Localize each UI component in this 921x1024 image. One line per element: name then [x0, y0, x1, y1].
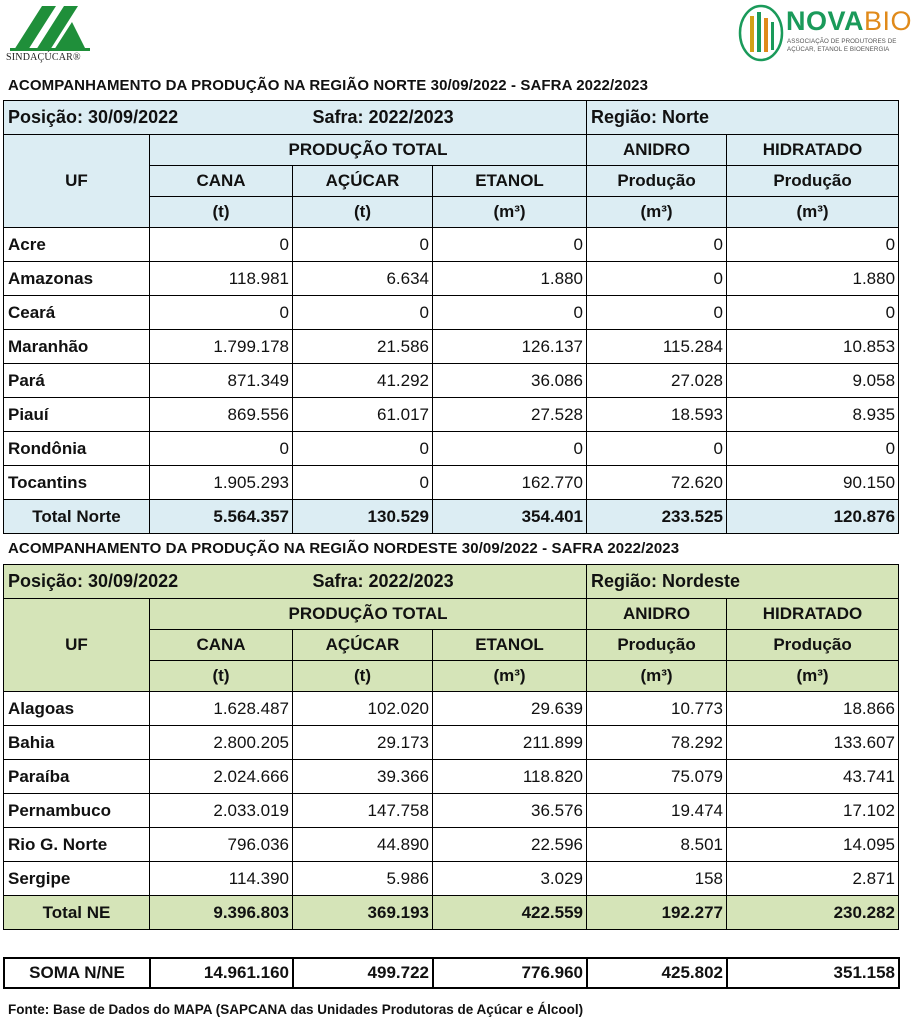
value-cell: 3.029 — [433, 862, 587, 896]
value-cell: 0 — [587, 296, 727, 330]
northeast-section-title: ACOMPANHAMENTO DA PRODUÇÃO NA REGIÃO NORDESTE 30/09/2022 - SAFRA 2022/2023 — [8, 540, 680, 557]
northeast-hidratado-unit: (m³) — [727, 661, 899, 692]
value-cell: 0 — [587, 262, 727, 296]
table-row — [4, 828, 899, 862]
north-anidro-unit: (m³) — [587, 197, 727, 228]
novabio-wordmark: NOVABIO — [786, 6, 913, 36]
value-cell: 133.607 — [727, 726, 899, 760]
value-cell: 869.556 — [150, 398, 293, 432]
northeast-anidro-producao-header: Produção — [587, 630, 727, 661]
northeast-rows — [4, 692, 899, 896]
table-row — [4, 262, 899, 296]
value-cell: 118.981 — [150, 262, 293, 296]
north-cana-header: CANA — [150, 166, 293, 197]
uf-name-cell: Piauí — [4, 398, 150, 432]
value-cell: 0 — [587, 228, 727, 262]
table-row — [4, 726, 899, 760]
value-cell: 1.905.293 — [150, 466, 293, 500]
value-cell: 0 — [587, 432, 727, 466]
value-cell: 8.501 — [587, 828, 727, 862]
north-etanol-header: ETANOL — [433, 166, 587, 197]
value-cell: 18.593 — [587, 398, 727, 432]
value-cell: 2.024.666 — [150, 760, 293, 794]
value-cell: 0 — [293, 432, 433, 466]
value-cell: 41.292 — [293, 364, 433, 398]
uf-name-cell: Rio G. Norte — [4, 828, 150, 862]
northeast-cana-header: CANA — [150, 630, 293, 661]
north-production-table — [3, 100, 899, 534]
table-row — [4, 862, 899, 896]
soma-row: SOMA N/NE 14.961.160 499.722 776.960 425.802 351.158 — [4, 958, 899, 988]
north-region: Região: Norte — [587, 101, 899, 135]
value-cell: 2.033.019 — [150, 794, 293, 828]
value-cell: 796.036 — [150, 828, 293, 862]
value-cell: 39.366 — [293, 760, 433, 794]
northeast-anidro-header: ANIDRO — [587, 599, 727, 630]
northeast-region: Região: Nordeste — [587, 565, 899, 599]
value-cell: 1.880 — [433, 262, 587, 296]
north-anidro-header: ANIDRO — [587, 135, 727, 166]
table-row — [4, 760, 899, 794]
north-cana-unit: (t) — [150, 197, 293, 228]
north-acucar-unit: (t) — [293, 197, 433, 228]
northeast-acucar-unit: (t) — [293, 661, 433, 692]
value-cell: 5.986 — [293, 862, 433, 896]
north-hidratado-header: HIDRATADO — [727, 135, 899, 166]
value-cell: 1.799.178 — [150, 330, 293, 364]
north-hidratado-unit: (m³) — [727, 197, 899, 228]
uf-name-cell: Paraíba — [4, 760, 150, 794]
table-row — [4, 692, 899, 726]
uf-name-cell: Sergipe — [4, 862, 150, 896]
north-rows — [4, 228, 899, 500]
value-cell: 75.079 — [587, 760, 727, 794]
uf-name-cell: Pará — [4, 364, 150, 398]
uf-name-cell: Maranhão — [4, 330, 150, 364]
value-cell: 22.596 — [433, 828, 587, 862]
table-row — [4, 794, 899, 828]
value-cell: 36.576 — [433, 794, 587, 828]
value-cell: 162.770 — [433, 466, 587, 500]
value-cell: 147.758 — [293, 794, 433, 828]
value-cell: 17.102 — [727, 794, 899, 828]
value-cell: 1.628.487 — [150, 692, 293, 726]
uf-name-cell: Amazonas — [4, 262, 150, 296]
value-cell: 0 — [150, 296, 293, 330]
north-uf-header: UF — [4, 135, 150, 228]
value-cell: 0 — [433, 296, 587, 330]
value-cell: 211.899 — [433, 726, 587, 760]
table-row — [4, 466, 899, 500]
value-cell: 0 — [727, 296, 899, 330]
value-cell: 61.017 — [293, 398, 433, 432]
uf-name-cell: Tocantins — [4, 466, 150, 500]
value-cell: 10.853 — [727, 330, 899, 364]
value-cell: 44.890 — [293, 828, 433, 862]
value-cell: 102.020 — [293, 692, 433, 726]
table-row — [4, 398, 899, 432]
value-cell: 115.284 — [587, 330, 727, 364]
value-cell: 0 — [433, 432, 587, 466]
northeast-safra: Safra: 2022/2023 — [293, 565, 587, 599]
value-cell: 0 — [433, 228, 587, 262]
value-cell: 8.935 — [727, 398, 899, 432]
north-section-title: ACOMPANHAMENTO DA PRODUÇÃO NA REGIÃO NORTE 30/09/2022 - SAFRA 2022/2023 — [8, 77, 649, 94]
value-cell: 14.095 — [727, 828, 899, 862]
uf-name-cell: Acre — [4, 228, 150, 262]
northeast-etanol-unit: (m³) — [433, 661, 587, 692]
northeast-etanol-header: ETANOL — [433, 630, 587, 661]
northeast-uf-header: UF — [4, 599, 150, 692]
value-cell: 36.086 — [433, 364, 587, 398]
northeast-position: Posição: 30/09/2022 — [4, 565, 293, 599]
value-cell: 871.349 — [150, 364, 293, 398]
sindacucar-wordmark: SINDAÇÚCAR® — [6, 52, 81, 63]
uf-name-cell: Alagoas — [4, 692, 150, 726]
table-row — [4, 228, 899, 262]
soma-table — [3, 957, 900, 989]
northeast-hidratado-header: HIDRATADO — [727, 599, 899, 630]
value-cell: 118.820 — [433, 760, 587, 794]
value-cell: 0 — [727, 432, 899, 466]
value-cell: 27.028 — [587, 364, 727, 398]
novabio-logo — [738, 4, 913, 64]
uf-name-cell: Ceará — [4, 296, 150, 330]
northeast-cana-unit: (t) — [150, 661, 293, 692]
table-row — [4, 330, 899, 364]
value-cell: 9.058 — [727, 364, 899, 398]
northeast-producao-total-header: PRODUÇÃO TOTAL — [150, 599, 587, 630]
value-cell: 6.634 — [293, 262, 433, 296]
value-cell: 10.773 — [587, 692, 727, 726]
north-acucar-header: AÇÚCAR — [293, 166, 433, 197]
value-cell: 126.137 — [433, 330, 587, 364]
sindacucar-logo — [6, 4, 96, 66]
table-row — [4, 432, 899, 466]
sindacucar-emblem-icon — [6, 4, 96, 54]
value-cell: 29.639 — [433, 692, 587, 726]
northeast-production-table — [3, 564, 899, 930]
uf-name-cell: Rondônia — [4, 432, 150, 466]
value-cell: 0 — [727, 228, 899, 262]
table-row — [4, 296, 899, 330]
value-cell: 2.800.205 — [150, 726, 293, 760]
value-cell: 158 — [587, 862, 727, 896]
uf-name-cell: Pernambuco — [4, 794, 150, 828]
value-cell: 2.871 — [727, 862, 899, 896]
table-row — [4, 364, 899, 398]
value-cell: 0 — [150, 432, 293, 466]
value-cell: 1.880 — [727, 262, 899, 296]
value-cell: 72.620 — [587, 466, 727, 500]
north-producao-total-header: PRODUÇÃO TOTAL — [150, 135, 587, 166]
north-etanol-unit: (m³) — [433, 197, 587, 228]
value-cell: 114.390 — [150, 862, 293, 896]
value-cell: 21.586 — [293, 330, 433, 364]
northeast-acucar-header: AÇÚCAR — [293, 630, 433, 661]
northeast-hidratado-producao-header: Produção — [727, 630, 899, 661]
source-note: Fonte: Base de Dados do MAPA (SAPCANA das Unidades Produtoras de Açúcar e Álcool) — [8, 1002, 584, 1017]
value-cell: 78.292 — [587, 726, 727, 760]
north-total-row: Total Norte 5.564.357 130.529 354.401 233.525 120.876 — [4, 500, 899, 534]
value-cell: 0 — [293, 296, 433, 330]
value-cell: 43.741 — [727, 760, 899, 794]
value-cell: 19.474 — [587, 794, 727, 828]
value-cell: 0 — [293, 228, 433, 262]
north-safra: Safra: 2022/2023 — [293, 101, 587, 135]
northeast-total-row: Total NE 9.396.803 369.193 422.559 192.277 230.282 — [4, 896, 899, 930]
uf-name-cell: Bahia — [4, 726, 150, 760]
value-cell: 0 — [293, 466, 433, 500]
novabio-subtitle: ASSOCIAÇÃO DE PRODUTORES DE AÇÚCAR, ETANOL E BIOENERGIA — [787, 38, 897, 53]
value-cell: 18.866 — [727, 692, 899, 726]
value-cell: 0 — [150, 228, 293, 262]
value-cell: 29.173 — [293, 726, 433, 760]
sugarcane-emblem-icon — [738, 4, 784, 62]
north-position: Posição: 30/09/2022 — [4, 101, 293, 135]
value-cell: 27.528 — [433, 398, 587, 432]
northeast-anidro-unit: (m³) — [587, 661, 727, 692]
value-cell: 90.150 — [727, 466, 899, 500]
north-anidro-producao-header: Produção — [587, 166, 727, 197]
north-hidratado-producao-header: Produção — [727, 166, 899, 197]
